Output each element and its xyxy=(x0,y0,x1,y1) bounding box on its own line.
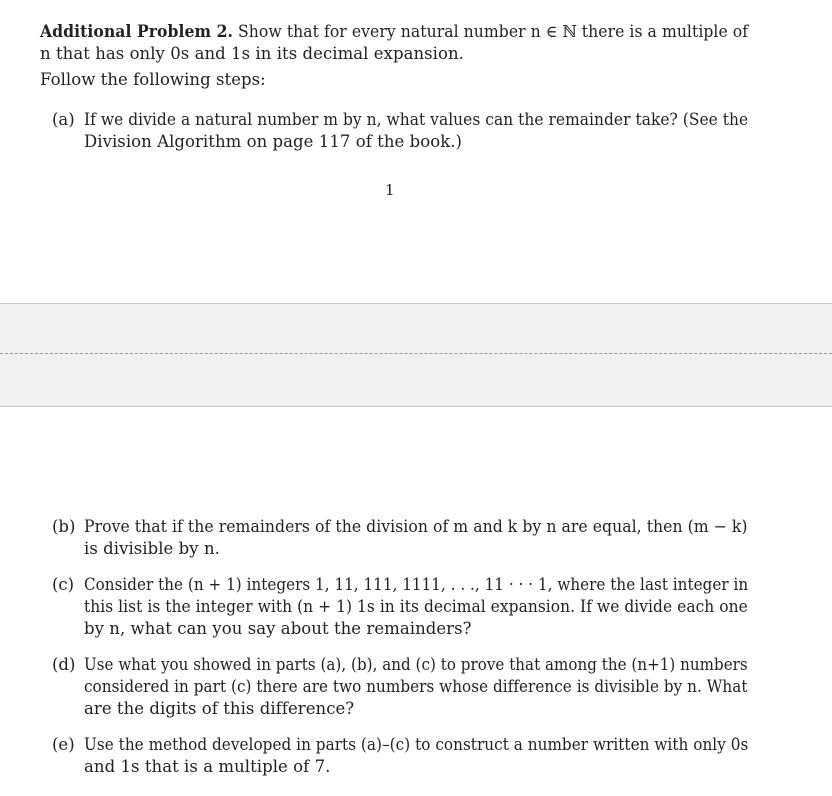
problem-statement-2: n that has only 0s and 1s in its decimal expansion. xyxy=(40,44,464,63)
part-a-line-2: Division Algorithm on page 117 of the book.) xyxy=(84,132,463,151)
page-number: 1 xyxy=(385,181,395,199)
part-d-line-1: Use what you showed in parts (a), (b), and (c) to prove that among the (n+1) numbers xyxy=(84,655,748,674)
problem-statement-1: Show that for every natural number n ∈ ℕ there is a multiple of xyxy=(238,22,749,41)
problem-title: Additional Problem 2. xyxy=(40,22,234,41)
part-a-label: (a) xyxy=(52,110,75,129)
part-d-line-2: considered in part (c) there are two numbers whose difference is divisible by n. What xyxy=(84,677,748,696)
part-d-line-3: are the digits of this difference? xyxy=(84,699,355,718)
part-c-label: (c) xyxy=(52,575,75,594)
part-b-line-1: Prove that if the remainders of the division of m and k by n are equal, then (m − k) xyxy=(84,517,748,536)
problem-statement-line-1 xyxy=(40,21,748,43)
part-d-label: (d) xyxy=(52,655,76,674)
page-break xyxy=(0,303,832,407)
part-b-line-2: is divisible by n. xyxy=(84,539,220,558)
part-e-line-1: Use the method developed in parts (a)–(c) to construct a number written with only 0s xyxy=(84,735,749,754)
part-e-line-2: and 1s that is a multiple of 7. xyxy=(84,757,331,776)
part-a-line-1: If we divide a natural number m by n, what values can the remainder take? (See the xyxy=(84,110,749,129)
page-break-dashed-line xyxy=(0,353,832,354)
part-b-label: (b) xyxy=(52,517,76,536)
problem-instruction: Follow the following steps: xyxy=(40,70,266,89)
part-e-label: (e) xyxy=(52,735,75,754)
part-c-line-1: Consider the (n + 1) integers 1, 11, 111, 1111, . . ., 11 · · · 1, where the last integer in xyxy=(84,575,749,594)
part-c-line-2: this list is the integer with (n + 1) 1s in its decimal expansion. If we divide each one xyxy=(84,597,748,616)
part-c-line-3: by n, what can you say about the remainders? xyxy=(84,619,472,638)
